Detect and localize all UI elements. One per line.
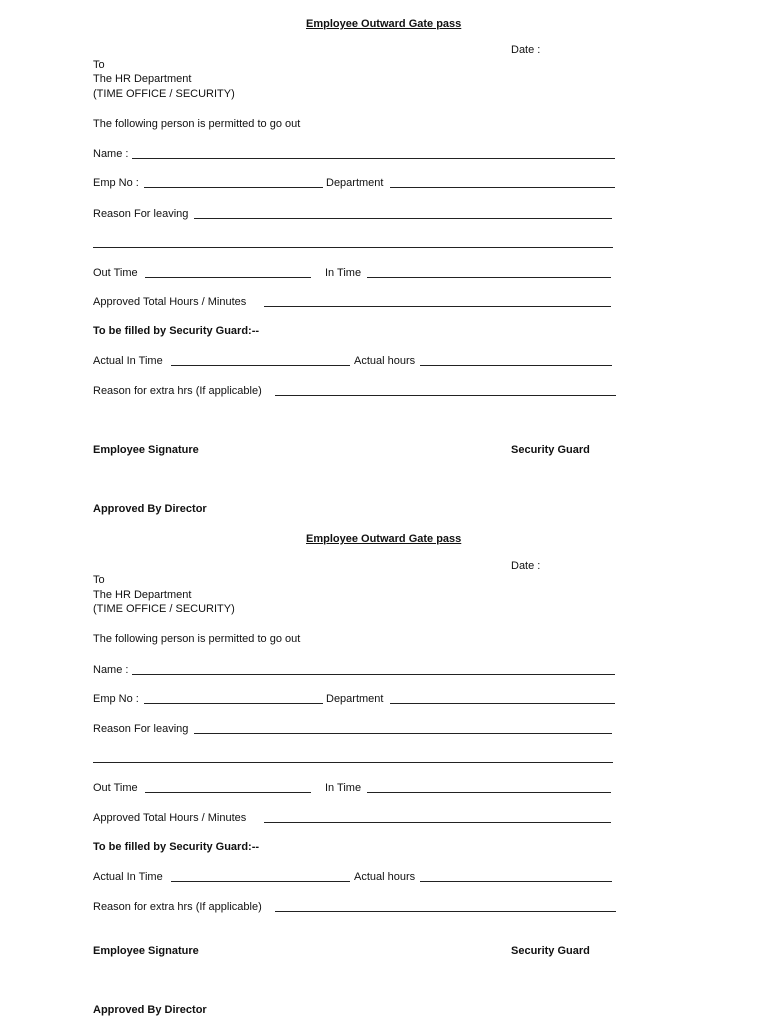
department-label: Department bbox=[326, 177, 384, 189]
extra-hrs-label: Reason for extra hrs (If applicable) bbox=[93, 385, 262, 397]
name-field[interactable] bbox=[132, 674, 615, 675]
reason-label: Reason For leaving bbox=[93, 208, 189, 220]
reason-field-continued[interactable] bbox=[93, 247, 613, 248]
form-title: Employee Outward Gate pass bbox=[306, 18, 462, 30]
actual-hours-field[interactable] bbox=[420, 881, 612, 882]
department-label: Department bbox=[326, 693, 384, 705]
to-label: To bbox=[93, 574, 105, 586]
office-label: (TIME OFFICE / SECURITY) bbox=[93, 88, 235, 100]
department-field[interactable] bbox=[390, 187, 615, 188]
security-heading: To be filled by Security Guard:-- bbox=[93, 841, 260, 853]
permission-text: The following person is permitted to go out bbox=[93, 633, 301, 645]
in-time-field[interactable] bbox=[367, 792, 611, 793]
actual-in-time-label: Actual In Time bbox=[93, 871, 163, 883]
to-label: To bbox=[93, 59, 105, 71]
emp-no-field[interactable] bbox=[144, 703, 323, 704]
out-time-field[interactable] bbox=[145, 277, 311, 278]
approved-by-director: Approved By Director bbox=[93, 503, 207, 515]
actual-in-time-label: Actual In Time bbox=[93, 355, 163, 367]
security-guard-signature: Security Guard bbox=[511, 444, 590, 456]
extra-hrs-field[interactable] bbox=[275, 395, 616, 396]
security-heading: To be filled by Security Guard:-- bbox=[93, 325, 260, 337]
actual-in-time-field[interactable] bbox=[171, 365, 350, 366]
out-time-label: Out Time bbox=[93, 267, 138, 279]
permission-text: The following person is permitted to go out bbox=[93, 118, 301, 130]
reason-label: Reason For leaving bbox=[93, 723, 189, 735]
approved-hours-label: Approved Total Hours / Minutes bbox=[93, 812, 247, 824]
reason-field-continued[interactable] bbox=[93, 762, 613, 763]
extra-hrs-field[interactable] bbox=[275, 911, 616, 912]
name-label: Name : bbox=[93, 148, 129, 160]
employee-signature: Employee Signature bbox=[93, 945, 199, 957]
hr-department: The HR Department bbox=[93, 73, 192, 85]
approved-hours-field[interactable] bbox=[264, 822, 611, 823]
approved-by-director: Approved By Director bbox=[93, 1004, 207, 1016]
emp-no-label: Emp No : bbox=[93, 693, 139, 705]
extra-hrs-label: Reason for extra hrs (If applicable) bbox=[93, 901, 262, 913]
security-guard-signature: Security Guard bbox=[511, 945, 590, 957]
approved-hours-field[interactable] bbox=[264, 306, 611, 307]
approved-hours-label: Approved Total Hours / Minutes bbox=[93, 296, 247, 308]
date-label: Date : bbox=[511, 44, 541, 56]
out-time-field[interactable] bbox=[145, 792, 311, 793]
out-time-label: Out Time bbox=[93, 782, 138, 794]
emp-no-label: Emp No : bbox=[93, 177, 139, 189]
name-label: Name : bbox=[93, 664, 129, 676]
in-time-label: In Time bbox=[325, 267, 362, 279]
actual-hours-label: Actual hours bbox=[354, 871, 416, 883]
actual-in-time-field[interactable] bbox=[171, 881, 350, 882]
in-time-field[interactable] bbox=[367, 277, 611, 278]
emp-no-field[interactable] bbox=[144, 187, 323, 188]
in-time-label: In Time bbox=[325, 782, 362, 794]
reason-field[interactable] bbox=[194, 218, 612, 219]
actual-hours-label: Actual hours bbox=[354, 355, 416, 367]
actual-hours-field[interactable] bbox=[420, 365, 612, 366]
form-title: Employee Outward Gate pass bbox=[306, 533, 462, 545]
office-label: (TIME OFFICE / SECURITY) bbox=[93, 603, 235, 615]
employee-signature: Employee Signature bbox=[93, 444, 199, 456]
department-field[interactable] bbox=[390, 703, 615, 704]
date-label: Date : bbox=[511, 560, 541, 572]
reason-field[interactable] bbox=[194, 733, 612, 734]
hr-department: The HR Department bbox=[93, 589, 192, 601]
name-field[interactable] bbox=[132, 158, 615, 159]
